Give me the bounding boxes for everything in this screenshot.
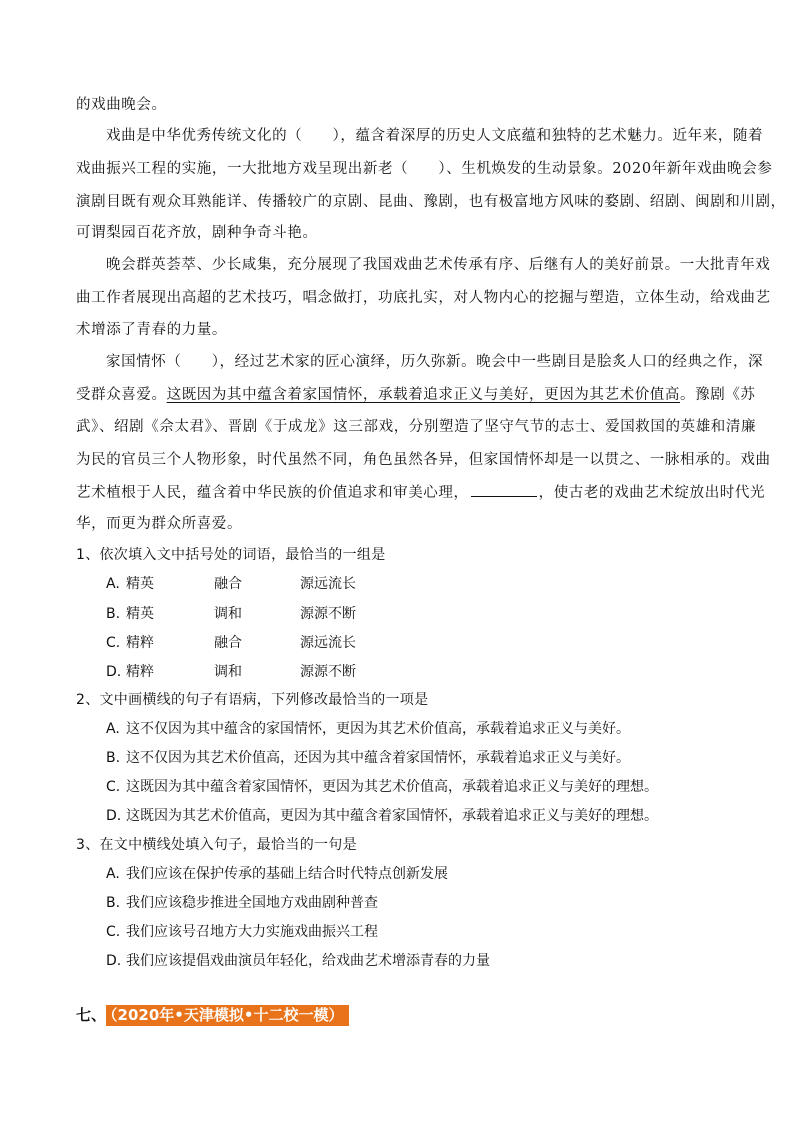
passage-line: 曲工作者展现出高超的艺术技巧，唱念做打，功底扎实，对人物内心的挖掘与塑造，立体生动，给戏曲艺 (76, 290, 771, 306)
option-word-3: 源源不断 (300, 606, 356, 622)
fill-in-blank (471, 482, 537, 497)
option-text: 我们应该稳步推进全国地方戏曲剧种普查 (126, 895, 378, 911)
option-label: D. (106, 664, 122, 680)
option-label: D. (106, 808, 122, 824)
passage-line: 可谓梨园百花齐放，剧种争奇斗艳。 (76, 225, 318, 241)
option-word-2: 融合 (214, 635, 242, 651)
passage-line: 为民的官员三个人物形象，时代虽然不同，角色虽然各异，但家国情怀却是一以贯之、一脉相承的。戏曲 (76, 452, 771, 468)
passage-line: 华，而更为群众所喜爱。 (76, 516, 243, 532)
option-label: B. (106, 895, 121, 911)
section-number: 七、 (76, 1006, 107, 1024)
option-label: C. (106, 779, 121, 795)
passage-text: 。豫剧《苏 (680, 387, 756, 403)
passage-line: 晚会群英荟萃、少长咸集，充分展现了我国戏曲艺术传承有序、后继有人的美好前景。一大批青年戏 (106, 257, 771, 273)
option-word-1: 精粹 (126, 664, 154, 680)
passage-line: 戏曲振兴工程的实施，一大批地方戏呈现出新老（ ）、生机焕发的生动景象。2020年新年戏曲晚会参 (76, 161, 773, 177)
option-word-1: 精英 (126, 606, 154, 622)
option-label: A. (106, 866, 120, 882)
option-label: A. (106, 576, 120, 592)
option-word-3: 源源不断 (300, 664, 356, 680)
option-word-2: 调和 (214, 664, 242, 680)
option-text: 这不仅因为其艺术价值高，还因为其中蕴含着家国情怀，承载着追求正义与美好。 (126, 750, 630, 766)
passage-text: ，使古老的戏曲艺术绽放出时代光 (538, 485, 766, 501)
option-text: 我们应该提倡戏曲演员年轻化，给戏曲艺术增添青春的力量 (126, 953, 490, 969)
option-word-3: 源远流长 (300, 576, 356, 592)
option-word-2: 融合 (214, 576, 242, 592)
question-3-stem: 3、在文中横线处填入句子，最恰当的一句是 (76, 837, 357, 853)
question-2-stem: 2、文中画横线的句子有语病，下列修改最恰当的一项是 (76, 692, 429, 708)
section-heading (76, 1004, 349, 1026)
option-word-2: 调和 (214, 606, 242, 622)
passage-line: 戏曲是中华优秀传统文化的（ ），蕴含着深厚的历史人文底蕴和独特的艺术魅力。近年来，随着 (106, 128, 764, 144)
underlined-sentence: 这既因为其中蕴含着家国情怀，承载着追求正义与美好，更因为其艺术价值高 (166, 387, 681, 403)
option-label: B. (106, 750, 121, 766)
option-label: A. (106, 721, 120, 737)
option-text: 我们应该在保护传承的基础上结合时代特点创新发展 (126, 866, 448, 882)
option-label: D. (106, 953, 122, 969)
passage-line: 家国情怀（ ），经过艺术家的匠心演绎，历久弥新。晚会中一些剧目是脍炙人口的经典之作，深 (106, 354, 764, 370)
passage-line (76, 482, 765, 503)
passage-line: 术增添了青春的力量。 (76, 322, 227, 338)
passage-line (76, 385, 756, 405)
passage-text: 受群众喜爱。 (76, 387, 167, 403)
option-word-3: 源远流长 (300, 635, 356, 651)
question-1-stem: 1、依次填入文中括号处的词语，最恰当的一组是 (76, 547, 386, 563)
option-text: 这既因为其中蕴含着家国情怀，更因为其艺术价值高，承载着追求正义与美好的理想。 (126, 779, 658, 795)
passage-text: 艺术植根于人民，蕴含着中华民族的价值追求和审美心理， (76, 485, 469, 501)
option-label: C. (106, 924, 121, 940)
passage-line: 演剧目既有观众耳熟能详、传播较广的京剧、昆曲、豫剧，也有极富地方风味的婺剧、绍剧、闽剧和川剧， (76, 194, 786, 210)
option-text: 我们应该号召地方大力实施戏曲振兴工程 (126, 924, 378, 940)
option-word-1: 精英 (126, 576, 154, 592)
option-word-1: 精粹 (126, 635, 154, 651)
passage-line: 武》、绍剧《佘太君》、晋剧《于成龙》这三部戏，分别塑造了坚守气节的志士、爱国救国的英雄和清廉 (76, 419, 757, 435)
passage-line: 的戏曲晚会。 (76, 97, 167, 113)
option-text: 这既因为其艺术价值高，更因为其中蕴含着家国情怀，承载着追求正义与美好的理想。 (126, 808, 658, 824)
option-label: C. (106, 635, 121, 651)
option-label: B. (106, 606, 121, 622)
option-text: 这不仅因为其中蕴含的家国情怀，更因为其艺术价值高，承载着追求正义与美好。 (126, 721, 630, 737)
source-tag: （2020年•天津模拟•十二校一模） (106, 1005, 349, 1026)
